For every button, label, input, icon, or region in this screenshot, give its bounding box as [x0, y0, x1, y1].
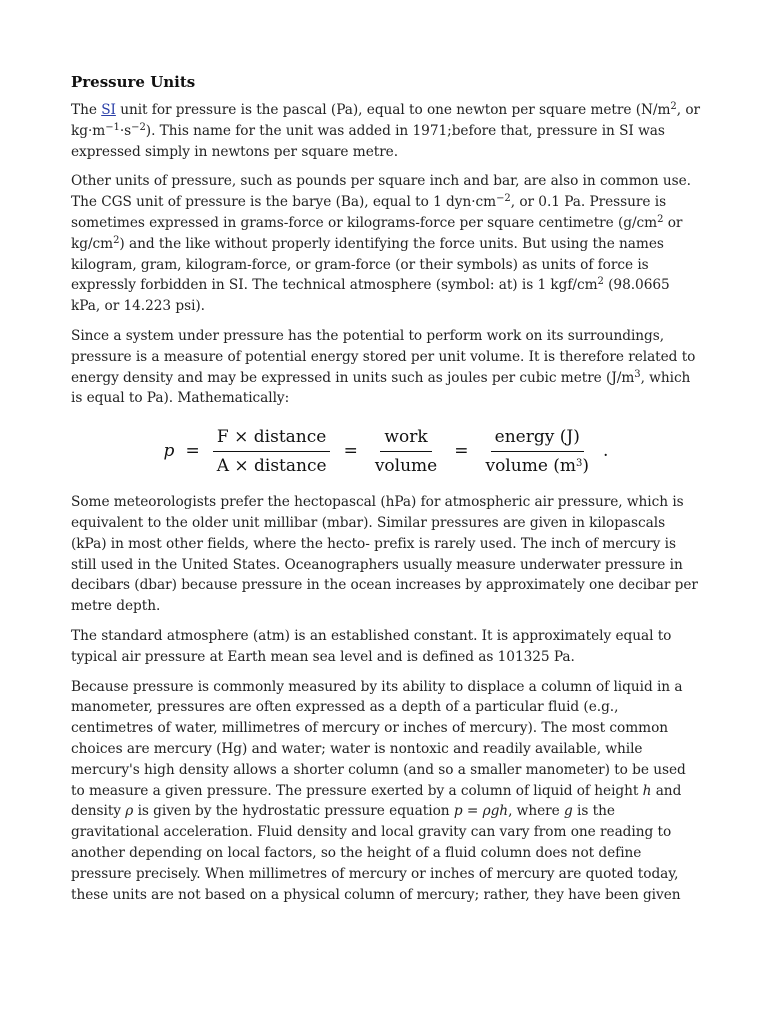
equation-period: . [603, 441, 609, 462]
article-body [71, 70, 701, 914]
fraction-work-volume: $\frac{\text{work}}{\text{volume}}$ [374, 426, 438, 476]
paragraph-energy-density: Since a system under pressure has the potential to perform work on its surroundings, pressure is a measure of potential energy stored per unit volume. It is therefore related to energy density and may be expressed in units such as joules per cubic metre ($J/m^3$, which is equal to Pa). Mathematically: [71, 327, 696, 407]
fraction-force-area: $\frac{\text{F × distance}}{\text{A × distance}}$ [213, 426, 331, 477]
paragraph-si-unit: The SI unit for pressure is the pascal (Pa), equal to one newton per square metre ($N/m^2$, or $kg\cdot m^{-1}\cdot s^{-2}$). This name for the unit was added in 1971;before that, pressure in SI was expressed simply in newtons per square metre. [71, 101, 701, 160]
pressure-equation [71, 418, 701, 484]
paragraph-standard-atmosphere: The standard atmosphere (atm) is an established constant. It is approximately equal to typical air pressure at Earth mean sea level and is defined as 101325 Pa. [71, 627, 672, 665]
equals-sign: = [343, 441, 358, 462]
paragraph-manometer: Because pressure is commonly measured by its ability to displace a column of liquid in a manometer, pressures are often expressed as a depth of a particular fluid (e.g., centimetres of water, millimetres of mercury or inches of mercury). The most common choices are mercury (Hg) and water; water is nontoxic and readily available, while mercury's high density allows a shorter column (and so a smaller manometer) to be used to measure a given pressure. The pressure exerted by a column of liquid of height h and density ρ is given by the hydrostatic pressure equation p = ρgh, where g is the gravitational acceleration. Fluid density and local gravity can vary from one reading to another depending on local factors, so the height of a fluid column does not define pressure precisely. When millimetres of mercury or inches of mercury are quoted today, these units are not based on a physical column of mercury; rather, they have been given [71, 678, 686, 903]
equals-sign: = [185, 441, 200, 462]
paragraph-other-units: Other units of pressure, such as pounds per square inch and bar, are also in common use. The CGS unit of pressure is the barye (Ba), equal to 1 $dyn\cdot cm^{-2}$, or 0.1 Pa. Pressure is sometimes expressed in grams-force or kilograms-force per square centimetre ($g/cm^2$ or $kg/cm^2$) and the like without properly identifying the force units. But using the names kilogram, gram, kilogram-force, or gram-force (or their symbols) as units of force is expressly forbidden in SI. The technical atmosphere (symbol: at) is 1 kgf/$cm^2$ (98.0665 kPa, or 14.223 psi). [71, 173, 691, 315]
equation-lhs: p [163, 441, 175, 462]
section-heading: Pressure Units [71, 73, 196, 91]
fraction-energy-volume: $\frac{\text{energy (J)}}{volume (m^3)}$ [485, 426, 590, 476]
paragraph-hectopascal: Some meteorologists prefer the hectopascal (hPa) for atmospheric air pressure, which is equivalent to the older unit millibar (mbar). Similar pressures are given in kilopascals (kPa) in most other fields, where the hecto- prefix is rarely used. The inch of mercury is still used in the United States. Oceanographers usually measure underwater pressure in decibars (dbar) because pressure in the ocean increases by approximately one decibar per metre depth. [71, 494, 698, 615]
si-link[interactable]: SI [101, 102, 116, 118]
equals-sign: = [454, 441, 469, 462]
